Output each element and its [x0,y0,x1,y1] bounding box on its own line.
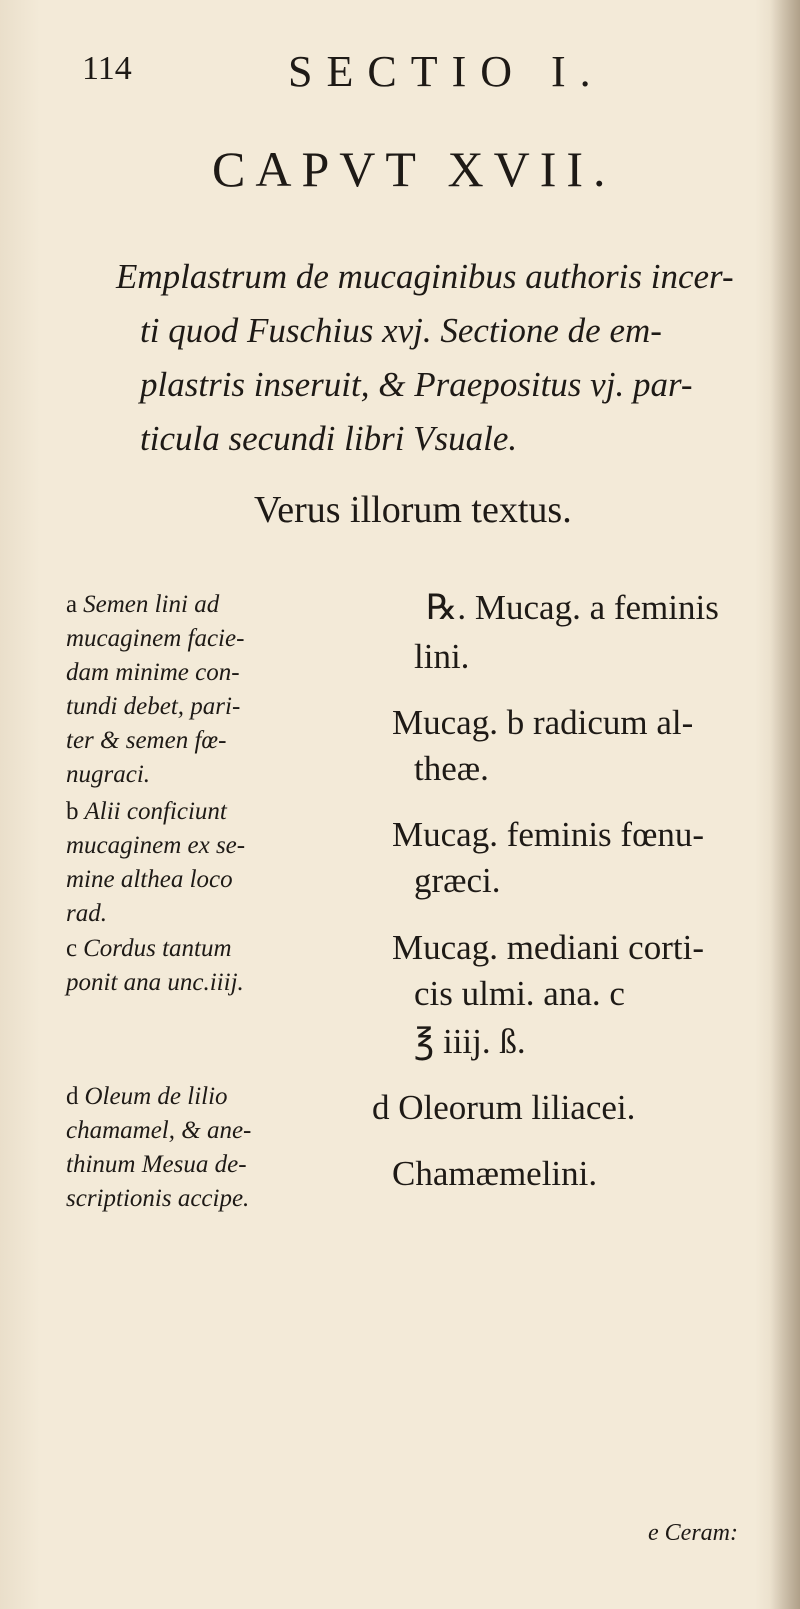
recipe-line: ℥ iiij. ß. [414,1022,526,1061]
note-letter: a [66,591,78,618]
caption-line: plastris inseruit, & Praepositus vj. par- [140,365,693,404]
note-line: thinum Mesua de- [66,1151,247,1178]
catchword: e Ceram: [648,1520,738,1546]
note-line: nugraci. [66,761,151,788]
caption-line: ticula secundi libri Vsuale. [140,419,518,458]
recipe-line: Chamæmelini. [392,1154,598,1193]
page-edge-shadow [770,0,800,1609]
note-line: Cordus tantum [83,935,232,962]
note-letter: c [66,935,78,962]
note-line: Oleum de lilio [84,1083,228,1110]
recipe-line: græci. [414,861,501,900]
running-head: SECTIO I. [288,47,605,96]
note-line: ter & semen fœ- [66,727,227,754]
page-number: 114 [82,50,132,87]
note-line: mucaginem ex se- [66,832,246,859]
note-c [66,932,366,1000]
recipe-line: Mucag. b radicum al- [392,703,694,742]
note-line: tundi debet, pari- [66,693,241,720]
note-line: scriptionis accipe. [66,1185,250,1212]
note-line: chamamel, & ane- [66,1117,252,1144]
recipe-line: lini. [414,637,470,676]
recipe-line: d Oleorum liliacei. [372,1088,636,1127]
note-letter: b [66,798,79,825]
recipe-line: ℞. Mucag. a feminis [426,588,719,627]
note-line: mine althea loco [66,866,233,893]
note-line: ponit ana unc.iiij. [66,969,244,996]
note-line: rad. [66,900,107,927]
recipe-line: theæ. [414,749,489,788]
recipe-line: cis ulmi. ana. c [414,974,625,1013]
note-d [66,1080,366,1216]
recipe-line: Mucag. feminis fœnu- [392,815,705,854]
note-b [66,795,366,931]
note-line: Alii conficiunt [84,798,227,825]
note-line: mucaginem facie- [66,625,245,652]
caption-line: ti quod Fuschius xvj. Sectione de em- [140,311,662,350]
note-a [66,588,366,792]
caption-line: Emplastrum de mucaginibus authoris incer- [116,257,734,296]
note-line: Semen lini ad [83,591,220,618]
chapter-title: CAPVT XVII. [212,141,616,197]
note-line: dam minime con- [66,659,240,686]
recipe-line: Mucag. mediani corti- [392,928,704,967]
note-letter: d [66,1083,79,1110]
text-heading: Verus illorum textus. [254,489,572,531]
